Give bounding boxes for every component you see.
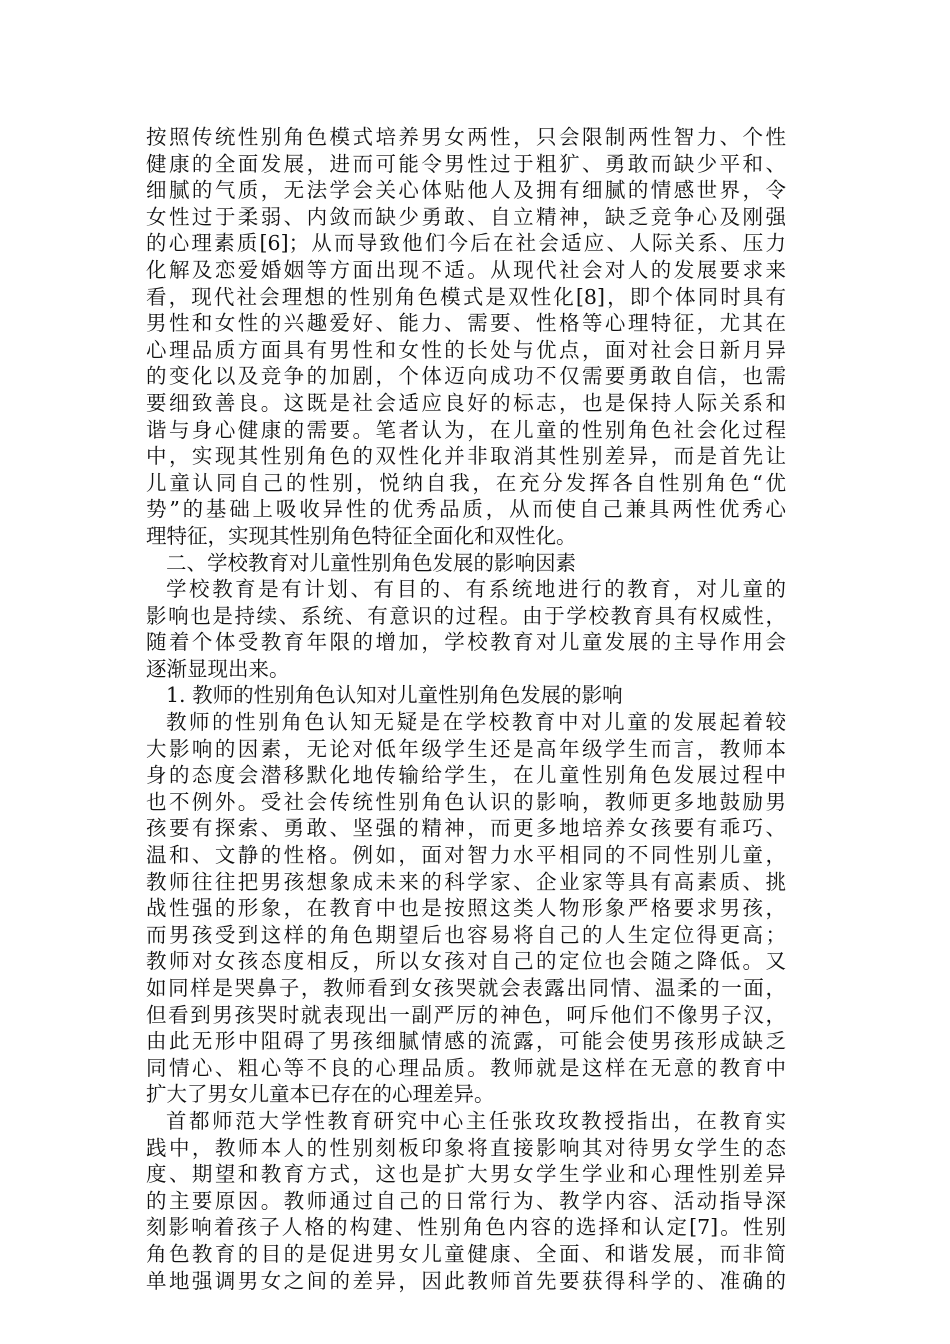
- text-line: 逐渐显现出来。: [146, 656, 290, 681]
- text-line: 如同样是哭鼻子，教师看到女孩哭就会表露出同情、温柔的一面，: [146, 976, 786, 1000]
- text-line: 温和、文静的性格。例如，面对智力水平相同的不同性别儿童，: [146, 843, 786, 868]
- text-line: 健康的全面发展，进而可能令男性过于粗犷、勇敢而缺少平和、: [146, 151, 786, 176]
- text-line: 教师往往把男孩想象成未来的科学家、企业家等具有高素质、挑: [146, 869, 786, 894]
- text-line: 孩要有探索、勇敢、坚强的精神，而更多地培养女孩要有乖巧、: [146, 816, 786, 841]
- paragraph-teacher-cognition: [146, 709, 786, 1108]
- text-line: 度、期望和教育方式，这也是扩大男女学生学业和心理性别差异: [146, 1162, 786, 1187]
- text-line: 教师的性别角色认知无疑是在学校教育中对儿童的发展起着较: [166, 710, 786, 735]
- text-line: 首都师范大学性教育研究中心主任张玫玫教授指出，在教育实: [166, 1108, 786, 1133]
- text-line: 理特征，实现其性别角色特征全面化和双性化。: [146, 523, 577, 548]
- text-line: 化解及恋爱婚姻等方面出现不适。从现代社会对人的发展要求来: [146, 257, 786, 282]
- subsection-heading: 1. 教师的性别角色认知对儿童性别角色发展的影响: [166, 683, 623, 708]
- text-line: 随着个体受教育年限的增加，学校教育对儿童发展的主导作用会: [146, 630, 786, 655]
- text-line: 要细致善良。这既是社会适应良好的标志，也是保持人际关系和: [146, 390, 786, 415]
- text-line: 也不例外。受社会传统性别角色认识的影响，教师更多地鼓励男: [146, 789, 786, 814]
- subsection-heading-teacher-cognition: [146, 682, 786, 709]
- text-line: 大影响的因素，无论对低年级学生还是高年级学生而言，教师本: [146, 736, 786, 761]
- text-line: 学校教育是有计划、有目的、有系统地进行的教育，对儿童的: [166, 577, 786, 602]
- text-line: 践中，教师本人的性别刻板印象将直接影响其对待男女学生的态: [146, 1135, 786, 1160]
- text-line: 中，实现其性别角色的双性化并非取消其性别差异，而是首先让: [146, 444, 786, 469]
- text-line: 看，现代社会理想的性别角色模式是双性化[8]，即个体同时具有: [146, 284, 786, 309]
- text-line: 的心理素质[6]；从而导致他们今后在社会适应、人际关系、压力: [146, 231, 786, 256]
- text-line: 影响也是持续、系统、有意识的过程。由于学校教育具有权威性，: [146, 603, 786, 628]
- text-line: 身的态度会潜移默化地传输给学生，在儿童性别角色发展过程中: [146, 763, 786, 788]
- text-line: 而男孩受到这样的角色期望后也容易将自己的人生定位得更高；: [146, 922, 786, 947]
- text-line: 按照传统性别角色模式培养男女两性，只会限制两性智力、个性: [146, 125, 786, 149]
- paragraph-school-education: [146, 576, 786, 682]
- paragraph-gender-role-androgyny: [146, 124, 786, 550]
- paragraph-professor-quote: [146, 1108, 786, 1294]
- text-line: 角色教育的目的是促进男女儿童健康、全面、和谐发展，而非简: [146, 1241, 786, 1266]
- text-line: 谐与身心健康的需要。笔者认为，在儿童的性别角色社会化过程: [146, 417, 786, 442]
- text-line: 儿童认同自己的性别，悦纳自我，在充分发挥各自性别角色“优: [146, 470, 786, 495]
- text-line: 教师对女孩态度相反，所以女孩对自己的定位也会随之降低。又: [146, 949, 786, 974]
- text-line: 刻影响着孩子人格的构建、性别角色内容的选择和认定[7]。性别: [146, 1215, 786, 1240]
- section-heading-school-education: [146, 550, 786, 577]
- text-line: 战性强的形象，在教育中也是按照这类人物形象严格要求男孩，: [146, 896, 786, 921]
- text-line: 势”的基础上吸收异性的优秀品质，从而使自己兼具两性优秀心: [146, 497, 786, 522]
- text-line: 由此无形中阻碍了男孩细腻情感的流露，可能会使男孩形成缺乏: [146, 1029, 786, 1054]
- text-line: 但看到男孩哭时就表现出一副严厉的神色，呵斥他们不像男子汉，: [146, 1002, 786, 1027]
- text-line: 男性和女性的兴趣爱好、能力、需要、性格等心理特征，尤其在: [146, 311, 786, 336]
- text-line: 单地强调男女之间的差异，因此教师首先要获得科学的、准确的: [146, 1268, 786, 1293]
- text-line: 心理品质方面具有男性和女性的长处与优点，面对社会日新月异: [146, 337, 786, 362]
- text-line: 扩大了男女儿童本已存在的心理差异。: [146, 1082, 495, 1107]
- text-line: 的变化以及竞争的加剧，个体迈向成功不仅需要勇敢自信，也需: [146, 364, 786, 389]
- text-line: 细腻的气质，无法学会关心体贴他人及拥有细腻的情感世界，令: [146, 178, 786, 203]
- text-line: 同情心、粗心等不良的心理品质。教师就是这样在无意的教育中: [146, 1055, 786, 1080]
- section-heading: 二、学校教育对儿童性别角色发展的影响因素: [166, 550, 576, 575]
- document-page: [146, 124, 786, 1294]
- text-line: 的主要原因。教师通过自己的日常行为、教学内容、活动指导深: [146, 1188, 786, 1213]
- text-line: 女性过于柔弱、内敛而缺少勇敢、自立精神，缺乏竞争心及刚强: [146, 204, 786, 229]
